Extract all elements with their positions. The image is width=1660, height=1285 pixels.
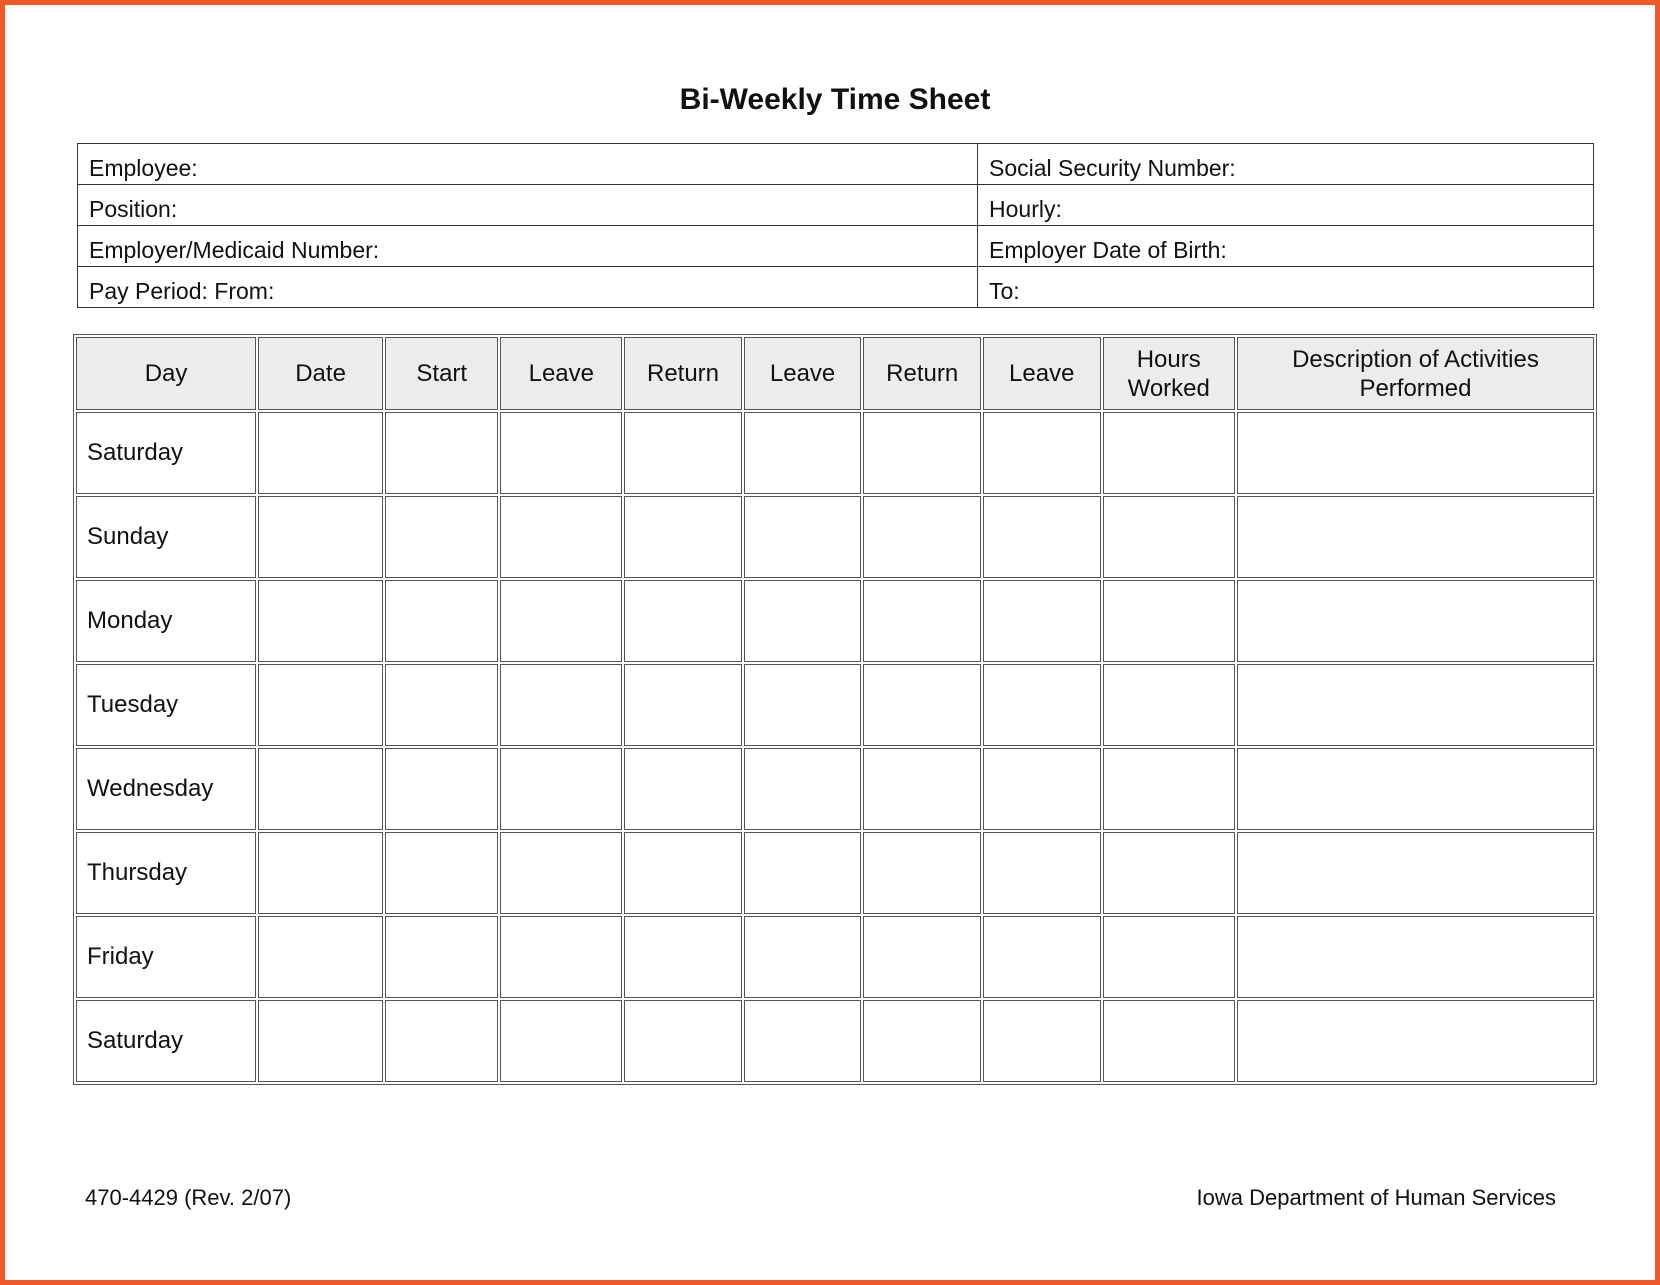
entry-cell[interactable] — [744, 412, 862, 494]
entry-cell[interactable] — [385, 496, 498, 578]
entry-cell[interactable] — [1103, 580, 1235, 662]
employee-info-table — [77, 143, 1594, 308]
entry-cell[interactable] — [863, 832, 981, 914]
entry-cell[interactable] — [983, 832, 1101, 914]
day-label: Sunday — [76, 496, 256, 578]
info-row — [78, 185, 1594, 226]
entry-cell[interactable] — [863, 496, 981, 578]
entry-cell[interactable] — [624, 832, 742, 914]
column-header: Leave — [983, 337, 1101, 410]
day-label: Friday — [76, 916, 256, 998]
entry-cell[interactable] — [624, 496, 742, 578]
entry-cell[interactable] — [500, 580, 622, 662]
column-header: Hours Worked — [1103, 337, 1235, 410]
day-label: Thursday — [76, 832, 256, 914]
entry-cell[interactable] — [1237, 916, 1594, 998]
agency-name: Iowa Department of Human Services — [1196, 1185, 1556, 1210]
column-header: Date — [258, 337, 383, 410]
column-header: Return — [863, 337, 981, 410]
entry-cell[interactable] — [385, 412, 498, 494]
entry-cell[interactable] — [1103, 748, 1235, 830]
day-row — [76, 748, 1594, 830]
entry-cell[interactable] — [744, 664, 862, 746]
entry-cell[interactable] — [624, 664, 742, 746]
entry-cell[interactable] — [1103, 916, 1235, 998]
day-label: Wednesday — [76, 748, 256, 830]
entry-cell[interactable] — [744, 916, 862, 998]
entry-cell[interactable] — [385, 580, 498, 662]
entry-cell[interactable] — [258, 916, 383, 998]
entry-cell[interactable] — [500, 832, 622, 914]
entry-cell[interactable] — [863, 412, 981, 494]
entry-cell[interactable] — [983, 580, 1101, 662]
entry-cell[interactable] — [258, 1000, 383, 1082]
entry-cell[interactable] — [1237, 664, 1594, 746]
entry-cell[interactable] — [1237, 832, 1594, 914]
day-row — [76, 916, 1594, 998]
info-field-right[interactable]: Employer Date of Birth: — [978, 226, 1594, 267]
entry-cell[interactable] — [744, 832, 862, 914]
entry-cell[interactable] — [385, 1000, 498, 1082]
entry-cell[interactable] — [1103, 1000, 1235, 1082]
entry-cell[interactable] — [1103, 412, 1235, 494]
entry-cell[interactable] — [258, 664, 383, 746]
entry-cell[interactable] — [500, 916, 622, 998]
info-row — [78, 144, 1594, 185]
entry-cell[interactable] — [500, 496, 622, 578]
entry-cell[interactable] — [1237, 580, 1594, 662]
day-label: Monday — [76, 580, 256, 662]
column-header: Day — [76, 337, 256, 410]
entry-cell[interactable] — [385, 748, 498, 830]
column-header: Leave — [500, 337, 622, 410]
entry-cell[interactable] — [1237, 1000, 1594, 1082]
day-row — [76, 664, 1594, 746]
entry-cell[interactable] — [983, 496, 1101, 578]
entry-cell[interactable] — [863, 664, 981, 746]
info-field-right[interactable]: Hourly: — [978, 185, 1594, 226]
info-field-right[interactable]: Social Security Number: — [978, 144, 1594, 185]
entry-cell[interactable] — [624, 916, 742, 998]
entry-cell[interactable] — [500, 412, 622, 494]
column-header: Start — [385, 337, 498, 410]
entry-cell[interactable] — [1103, 496, 1235, 578]
entry-cell[interactable] — [624, 580, 742, 662]
day-label: Saturday — [76, 412, 256, 494]
entry-cell[interactable] — [624, 1000, 742, 1082]
table-header-row — [76, 337, 1594, 410]
day-row — [76, 1000, 1594, 1082]
entry-cell[interactable] — [1237, 496, 1594, 578]
info-field-left[interactable]: Employer/Medicaid Number: — [78, 226, 978, 267]
entry-cell[interactable] — [1103, 664, 1235, 746]
entry-cell[interactable] — [1237, 748, 1594, 830]
entry-cell[interactable] — [258, 748, 383, 830]
info-field-left[interactable]: Position: — [78, 185, 978, 226]
entry-cell[interactable] — [863, 748, 981, 830]
entry-cell[interactable] — [983, 1000, 1101, 1082]
entry-cell[interactable] — [500, 748, 622, 830]
info-field-left[interactable]: Pay Period: From: — [78, 267, 978, 308]
entry-cell[interactable] — [983, 664, 1101, 746]
entry-cell[interactable] — [500, 664, 622, 746]
entry-cell[interactable] — [744, 748, 862, 830]
entry-cell[interactable] — [1103, 832, 1235, 914]
entry-cell[interactable] — [385, 664, 498, 746]
column-header: Description of Activities Performed — [1237, 337, 1594, 410]
time-entry-table — [73, 334, 1597, 1085]
entry-cell[interactable] — [624, 412, 742, 494]
day-label: Tuesday — [76, 664, 256, 746]
entry-cell[interactable] — [1237, 412, 1594, 494]
entry-cell[interactable] — [624, 748, 742, 830]
entry-cell[interactable] — [863, 916, 981, 998]
day-row — [76, 580, 1594, 662]
entry-cell[interactable] — [744, 580, 862, 662]
entry-cell[interactable] — [983, 412, 1101, 494]
entry-cell[interactable] — [258, 496, 383, 578]
entry-cell[interactable] — [863, 580, 981, 662]
entry-cell[interactable] — [500, 1000, 622, 1082]
entry-cell[interactable] — [983, 748, 1101, 830]
page-title: Bi-Weekly Time Sheet — [679, 83, 991, 116]
entry-cell[interactable] — [863, 1000, 981, 1082]
entry-cell[interactable] — [385, 916, 498, 998]
entry-cell[interactable] — [744, 496, 862, 578]
info-row — [78, 226, 1594, 267]
entry-cell[interactable] — [258, 412, 383, 494]
column-header: Return — [624, 337, 742, 410]
column-header: Leave — [744, 337, 862, 410]
entry-cell[interactable] — [258, 832, 383, 914]
day-label: Saturday — [76, 1000, 256, 1082]
form-number: 470-4429 (Rev. 2/07) — [85, 1185, 292, 1210]
day-row — [76, 832, 1594, 914]
day-row — [76, 496, 1594, 578]
entry-cell[interactable] — [744, 1000, 862, 1082]
info-field-right[interactable]: To: — [978, 267, 1594, 308]
entry-cell[interactable] — [258, 580, 383, 662]
info-field-left[interactable]: Employee: — [78, 144, 978, 185]
entry-cell[interactable] — [983, 916, 1101, 998]
day-row — [76, 412, 1594, 494]
entry-cell[interactable] — [385, 832, 498, 914]
info-row — [78, 267, 1594, 308]
